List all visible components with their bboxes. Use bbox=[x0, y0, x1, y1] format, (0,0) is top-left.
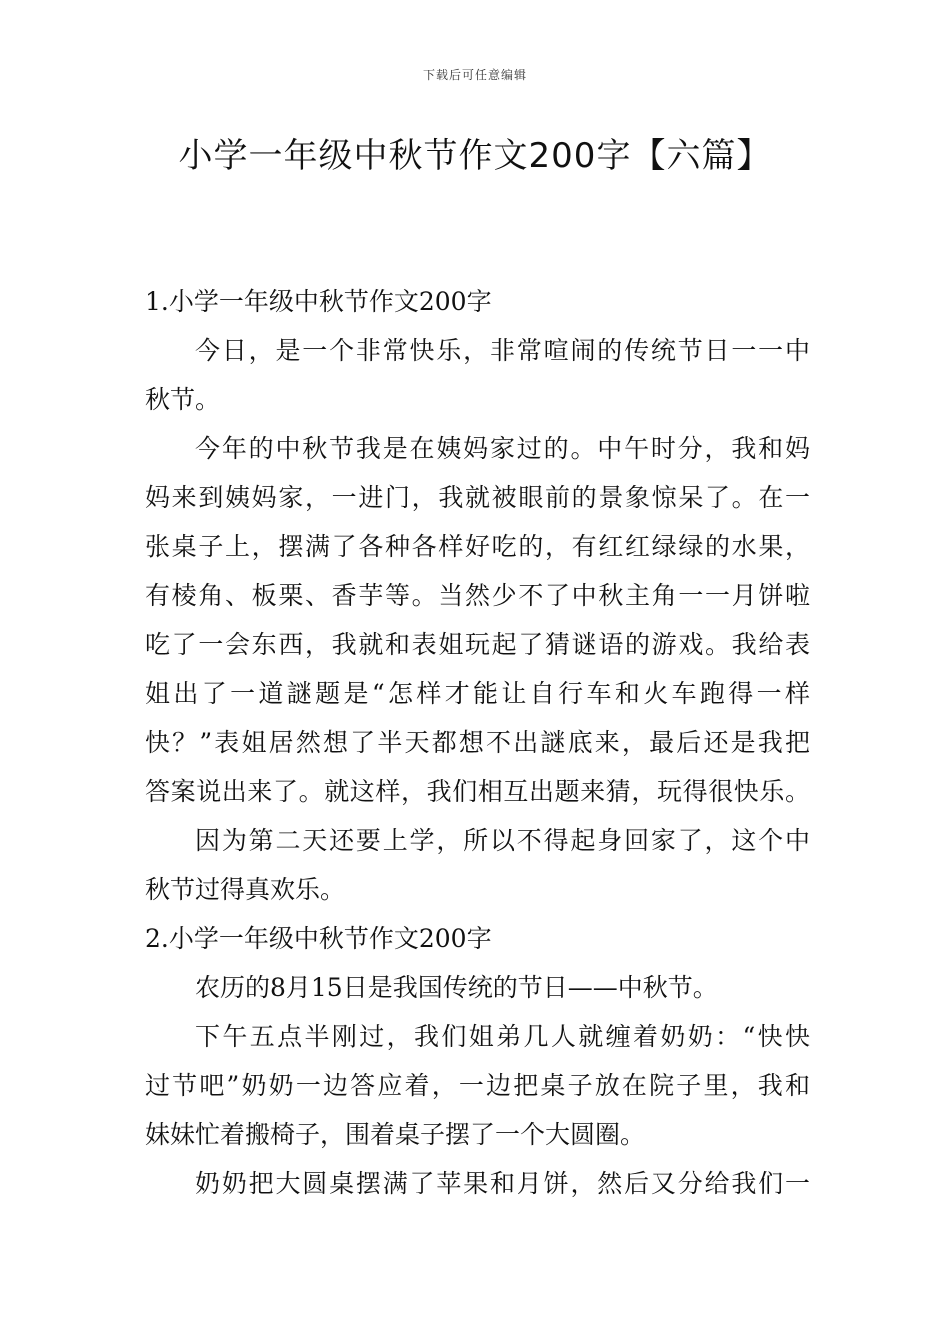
paragraph-line: 因为第二天还要上学，所以不得起身回家了，这个中 bbox=[195, 826, 810, 855]
paragraph-line: 农历的8月15日是我国传统的节日——中秋节。 bbox=[195, 973, 718, 1002]
paragraph-line: 姐出了一道謎题是“怎样才能让自行车和火车跑得一样 bbox=[145, 679, 810, 708]
paragraph-line: 今年的中秋节我是在姨妈家过的。中午时分，我和妈 bbox=[195, 434, 810, 463]
paragraph-line: 下午五点半刚过，我们姐弟几人就缠着奶奶：“快快 bbox=[195, 1022, 810, 1051]
document-body bbox=[145, 277, 810, 1208]
paragraph-line: 妈来到姨妈家，一进门，我就被眼前的景象惊呆了。在一 bbox=[145, 483, 810, 512]
section-heading: 2.小学一年级中秋节作文200字 bbox=[145, 924, 492, 953]
paragraph-line: 吃了一会东西，我就和表姐玩起了猜谜语的游戏。我给表 bbox=[145, 630, 810, 659]
paragraph-line: 奶奶把大圆桌摆满了苹果和月饼，然后又分给我们一 bbox=[195, 1169, 810, 1198]
header-note: 下载后可任意编辑 bbox=[422, 68, 527, 82]
paragraph-line: 秋节过得真欢乐。 bbox=[145, 875, 346, 904]
paragraph-line: 秋节。 bbox=[145, 385, 221, 414]
paragraph-line: 快？”表姐居然想了半天都想不出謎底来，最后还是我把 bbox=[145, 728, 810, 757]
paragraph-line: 过节吧”奶奶一边答应着，一边把桌子放在院子里，我和 bbox=[145, 1071, 810, 1100]
paragraph-line: 今日，是一个非常快乐，非常喧闹的传统节日一一中 bbox=[195, 336, 810, 365]
document-title: 小学一年级中秋节作文200字【六篇】 bbox=[178, 136, 772, 176]
paragraph-line: 张桌子上，摆满了各种各样好吃的，有红红绿绿的水果， bbox=[145, 532, 810, 561]
paragraph-line: 答案说出来了。就这样，我们相互出题来猜，玩得很快乐。 bbox=[145, 777, 810, 806]
paragraph-line: 有棱角、板栗、香芋等。当然少不了中秋主角一一月饼啦 bbox=[145, 581, 810, 610]
paragraph-line: 妹妹忙着搬椅子，围着桌子摆了一个大圆圈。 bbox=[145, 1120, 646, 1149]
section-heading: 1.小学一年级中秋节作文200字 bbox=[145, 287, 492, 316]
